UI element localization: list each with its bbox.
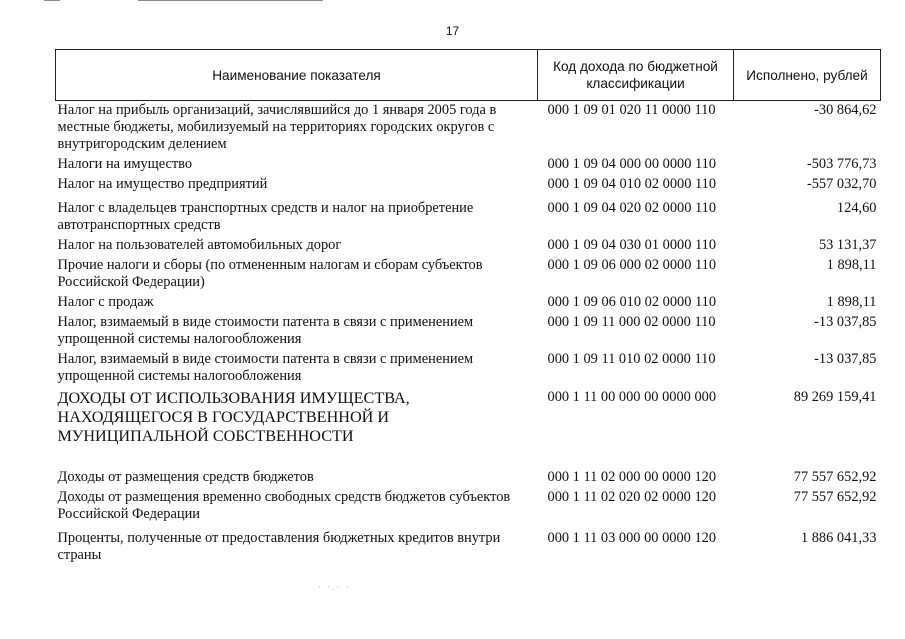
table-header xyxy=(56,50,881,101)
budget-revenue-table xyxy=(55,49,881,566)
revenue-code: 000 1 09 04 000 00 0000 110 xyxy=(547,156,717,172)
section-name: ДОХОДЫ ОТ ИСПОЛЬЗОВАНИЯ ИМУЩЕСТВА, НАХОДЯЩЕГОСЯ В ГОСУДАРСТВЕННОЙ И МУНИЦИПАЛЬНОЙ СОБСТВЕННОСТИ xyxy=(57,389,410,445)
executed-amount: -13 037,85 xyxy=(814,351,877,367)
table-body xyxy=(56,101,881,567)
executed-amount: 1 886 041,33 xyxy=(800,530,877,546)
revenue-code: 000 1 09 11 000 02 0000 110 xyxy=(547,314,716,330)
indicator-name: Доходы от размещения средств бюджетов xyxy=(57,469,314,485)
indicator-name: Налог с владельцев транспортных средств и налог на приобретение автотранспортных средств xyxy=(57,200,474,233)
indicator-name: Налог на прибыль организаций, зачислявшийся до 1 января 2005 года в местные бюджеты, мобилизуемый на территориях городских округов с внутригородским делением xyxy=(57,102,497,152)
executed-amount: 124,60 xyxy=(836,200,877,216)
revenue-code: 000 1 09 06 000 02 0000 110 xyxy=(547,257,717,273)
top-rule-left xyxy=(44,0,60,1)
executed-amount: 77 557 652,92 xyxy=(793,489,877,505)
indicator-name: Налог на имущество предприятий xyxy=(57,176,268,192)
revenue-code: 000 1 11 03 000 00 0000 120 xyxy=(547,530,717,546)
header-executed-amount: Исполнено, рублей xyxy=(734,50,881,101)
table-row xyxy=(56,175,881,195)
indicator-name: Прочие налоги и сборы (по отмененным налогам и сборам субъектов Российской Федерации) xyxy=(57,257,483,290)
indicator-name: Налоги на имущество xyxy=(57,156,193,172)
table-row xyxy=(56,195,881,236)
revenue-code: 000 1 11 02 000 00 0000 120 xyxy=(547,469,717,485)
revenue-code: 000 1 09 01 020 11 0000 110 xyxy=(547,102,716,118)
table-row xyxy=(56,313,881,350)
page-number: 17 xyxy=(445,24,460,38)
executed-amount: -503 776,73 xyxy=(806,156,877,172)
revenue-code: 000 1 09 11 010 02 0000 110 xyxy=(547,351,716,367)
header-row xyxy=(56,50,881,101)
revenue-code: 000 1 11 02 020 02 0000 120 xyxy=(547,489,717,505)
executed-amount: 1 898,11 xyxy=(826,257,877,273)
executed-amount: 1 898,11 xyxy=(826,294,877,310)
revenue-code: 000 1 09 04 030 01 0000 110 xyxy=(547,237,717,253)
revenue-code: 000 1 09 06 010 02 0000 110 xyxy=(547,294,717,310)
indicator-name: Налог, взимаемый в виде стоимости патента в связи с применением упрощенной системы налогообложения xyxy=(57,314,474,347)
executed-amount: 53 131,37 xyxy=(818,237,877,253)
table-row xyxy=(56,488,881,525)
executed-amount: -30 864,62 xyxy=(814,102,877,118)
revenue-code: 000 1 09 04 010 02 0000 110 xyxy=(547,176,717,192)
executed-amount: -557 032,70 xyxy=(806,176,877,192)
table-row xyxy=(56,155,881,175)
indicator-name: Доходы от размещения временно свободных средств бюджетов субъектов Российской Федерации xyxy=(57,489,511,522)
revenue-code: 000 1 09 04 020 02 0000 110 xyxy=(547,200,717,216)
section-row xyxy=(56,387,881,468)
table-row xyxy=(56,468,881,488)
executed-amount: 89 269 159,41 xyxy=(793,389,877,405)
revenue-code: 000 1 11 00 000 00 0000 000 xyxy=(547,389,717,405)
top-rule-right xyxy=(138,0,323,1)
table-row xyxy=(56,525,881,566)
executed-amount: -13 037,85 xyxy=(814,314,877,330)
table-row xyxy=(56,293,881,313)
indicator-name: Налог, взимаемый в виде стоимости патента в связи с применением упрощенной системы налогообложения xyxy=(57,351,474,384)
indicator-name: Налог с продаж xyxy=(57,294,154,310)
table-row xyxy=(56,236,881,256)
table-row xyxy=(56,350,881,387)
executed-amount: 77 557 652,92 xyxy=(793,469,877,485)
header-revenue-code: Код дохода по бюджетной классификации xyxy=(538,50,734,101)
table-row xyxy=(56,256,881,293)
scan-specks: · ·.· · xyxy=(318,582,351,592)
indicator-name: Налог на пользователей автомобильных дорог xyxy=(57,237,342,253)
indicator-name: Проценты, полученные от предоставления бюджетных кредитов внутри страны xyxy=(57,530,501,563)
table-row xyxy=(56,101,881,156)
header-indicator-name: Наименование показателя xyxy=(56,50,538,101)
